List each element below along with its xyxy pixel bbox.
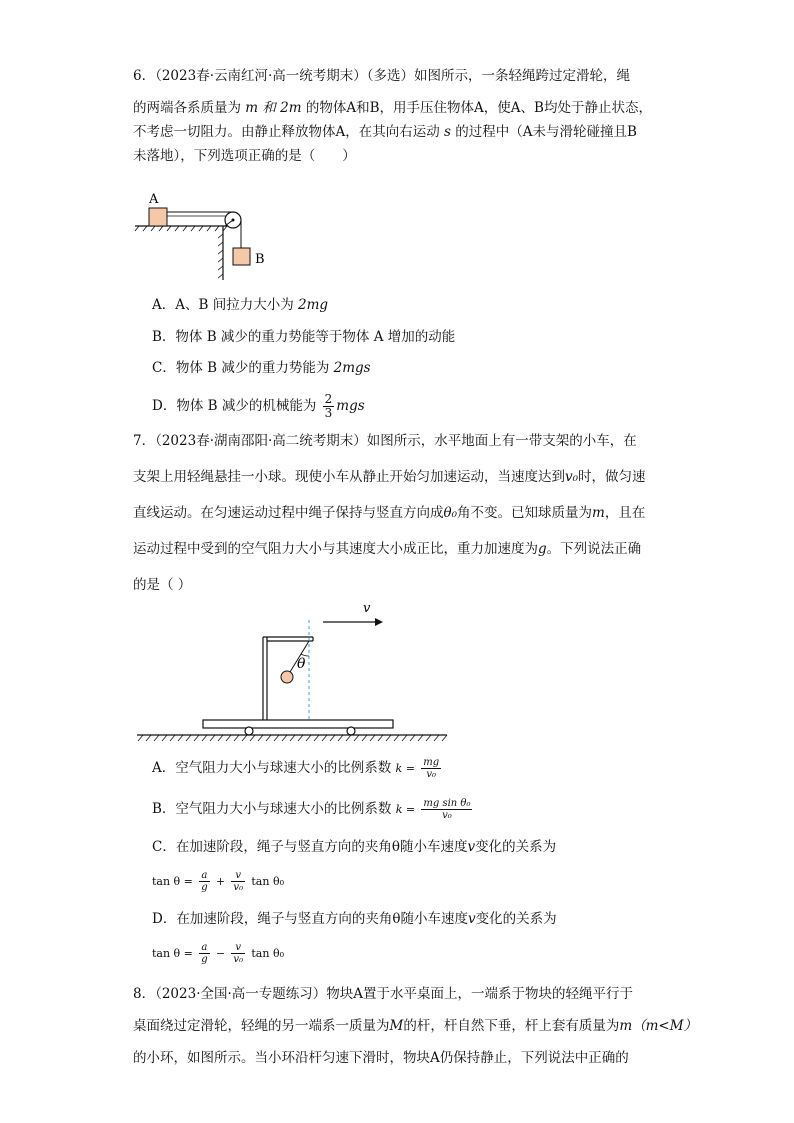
cart-body [203,720,393,728]
q7-option-d[interactable]: D．在加速阶段，绳子与竖直方向的夹角θ随小车速度v变化的关系为 [152,911,557,927]
q7-line-4: 运动过程中受到的空气阻力大小与其速度大小成正比，重力加速度为g。下列说法正确 [133,541,642,557]
ground [137,735,447,741]
q7-option-c-equation: tan θ = $\frac{a}{g}$ + $\frac{v}{\text{v₀}}$ tan θ₀ [152,870,284,893]
q8-line-1: 8．（2023·全国·高一专题练习）物块A置于水平桌面上，一端系于物块的轻绳平行于 [133,986,634,1002]
q7-option-b[interactable]: B．空气阻力大小与球速大小的比例系数 k = $\frac{\text{mg sin θ₀}}{\text{v₀}}$ [152,798,471,821]
q7-option-c[interactable]: C．在加速阶段，绳子与竖直方向的夹角θ随小车速度v变化的关系为 [152,839,557,855]
q6-option-b[interactable]: B．物体 B 减少的重力势能等于物体 A 增加的动能 [152,329,456,345]
q6-line-3: 不考虑一切阻力。由静止释放物体A，在其向右运动 s 的过程中（A未与滑轮碰撞且B [133,124,637,140]
q7-option-a[interactable]: A．空气阻力大小与球速大小的比例系数 k = $\frac{mg}{\text{v₀}}$ [152,757,440,780]
block-b-label: B [255,252,265,267]
table-surface [135,226,233,280]
q7-cart-figure [135,600,455,745]
q6-option-a[interactable]: A．A、B 间拉力大小为 2mg [152,297,329,313]
wheel-left [245,727,253,735]
q8-line-2: 桌面绕过定滑轮，轻绳的另一端系一质量为M的杆，杆自然下垂，杆上套有质量为m（m<M） [133,1018,698,1034]
q7-line-3: 直线运动。在匀速运动过程中绳子保持与竖直方向成θ₀角不变。已知球质量为m，且在 [133,505,646,521]
q7-option-d-equation: tan θ = $\frac{a}{g}$ − $\frac{v}{\text{v₀}}$ tan θ₀ [152,942,284,965]
q8-line-3: 的小环，如图所示。当小环沿杆匀速下滑时，物块A仍保持静止，下列说法中正确的 [133,1050,629,1066]
q7-line-2: 支架上用轻绳悬挂一小球。现使小车从静止开始匀加速运动，当速度达到v₀时，做匀速 [133,469,646,485]
q6-option-d[interactable]: D．物体 B 减少的机械能为 $\frac{2}{3}$ mgs [152,392,365,420]
q6-pulley-figure [135,190,275,290]
wheel-right [347,727,355,735]
q6-line-4: 未落地），下列选项正确的是（ ） [133,148,356,164]
q6-line-1: 6．（2023春·云南红河·高一统考期末）（多选）如图所示，一条轻绳跨过定滑轮，绳 [133,68,631,84]
block-a-label: A [149,192,159,207]
q7-line-5: 的是（ ） [133,577,192,593]
block-b [233,248,250,265]
q6-option-c[interactable]: C．物体 B 减少的重力势能为 2mgs [152,360,371,376]
block-a [149,208,167,226]
q7-line-1: 7．（2023春·湖南邵阳·高二统考期末）如图所示，水平地面上有一带支架的小车，在 [133,433,637,449]
ball [281,671,293,683]
theta-label: θ [297,656,306,672]
velocity-label: v [363,601,371,616]
q6-line-2: 的两端各系质量为 m 和 2m 的物体A和B，用手压住物体A，使A、B均处于静止状态， [133,100,652,116]
velocity-arrow [323,618,383,626]
